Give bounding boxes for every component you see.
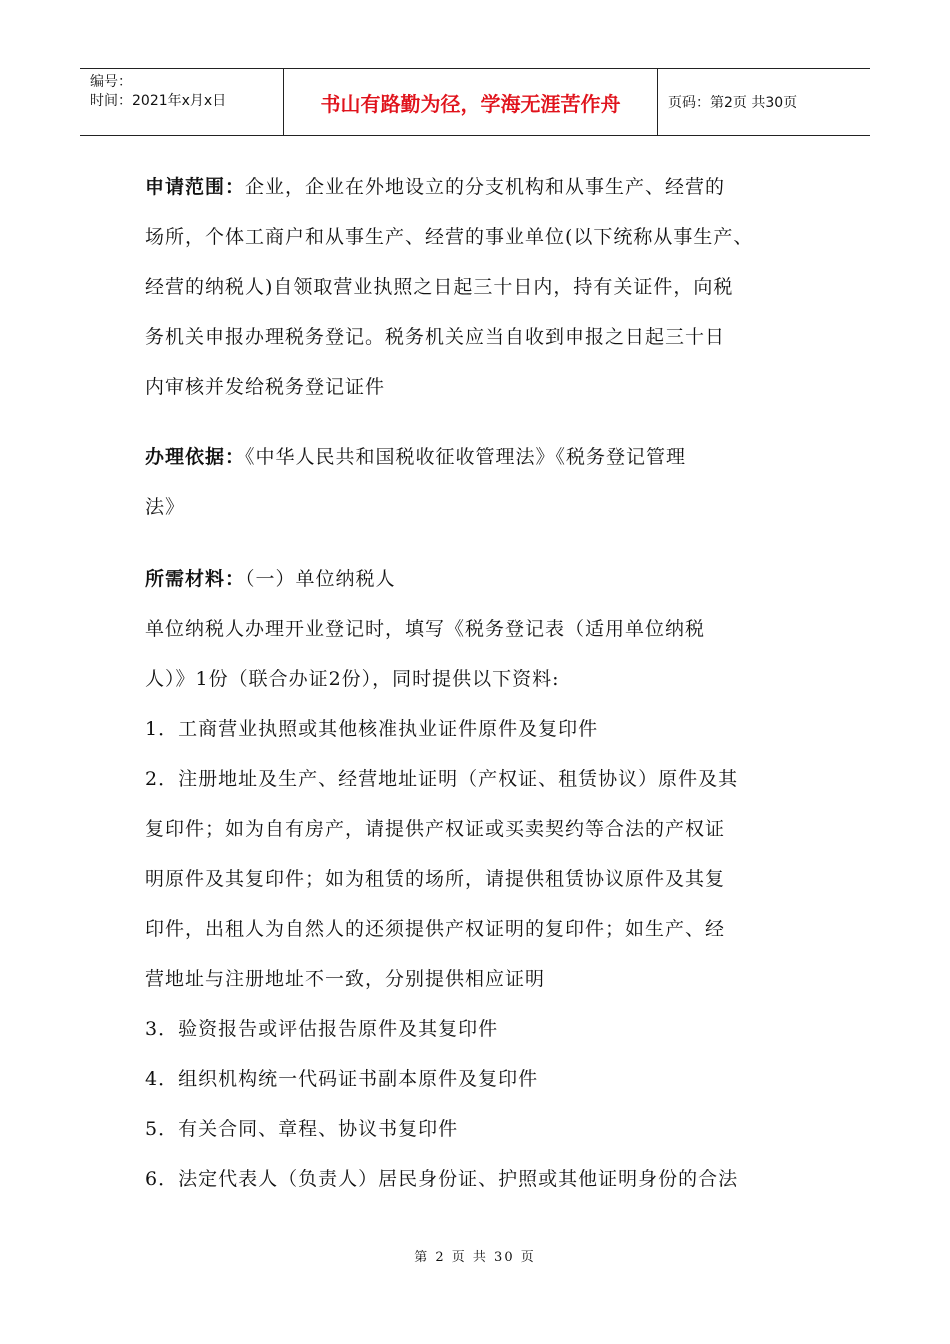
- materials-item-2-cont-3: 印件，出租人为自然人的还须提供产权证明的复印件；如生产、经: [145, 918, 726, 940]
- scope-line-1: [145, 172, 725, 199]
- materials-item-2-cont-2: 明原件及其复印件；如为租赁的场所，请提供租赁协议原件及其复: [145, 868, 726, 890]
- materials-item-3: 3．验资报告或评估报告原件及其复印件: [145, 1018, 499, 1040]
- materials-item-2-cont-1: 复印件；如为自有房产，请提供产权证或买卖契约等合法的产权证: [145, 818, 726, 840]
- scope-title: 申请范围：: [145, 176, 246, 198]
- page-header: [80, 68, 870, 136]
- header-meta: [80, 69, 284, 135]
- scope-line-2: 场所，个体工商户和从事生产、经营的事业单位(以下统称从事生产、: [145, 226, 754, 248]
- date-label: 时间：2021年x月x日: [90, 93, 227, 109]
- materials-item-1: 1．工商营业执照或其他核准执业证件原件及复印件: [145, 718, 599, 740]
- materials-line-1: [145, 564, 396, 591]
- scope-text: 企业，企业在外地设立的分支机构和从事生产、经营的: [245, 176, 726, 198]
- materials-item-6: 6．法定代表人（负责人）居民身份证、护照或其他证明身份的合法: [145, 1168, 739, 1190]
- materials-item-2: 2．注册地址及生产、经营地址证明（产权证、租赁协议）原件及其: [145, 768, 739, 790]
- materials-item-5: 5．有关合同、章程、协议书复印件: [145, 1118, 459, 1140]
- materials-line-3: 人）》1份（联合办证2份），同时提供以下资料:: [145, 668, 560, 690]
- scope-line-4: 务机关申报办理税务登记。税务机关应当自收到申报之日起三十日: [145, 326, 726, 348]
- number-label: 编号：: [90, 74, 132, 90]
- materials-item-2-cont-4: 营地址与注册地址不一致，分别提供相应证明: [145, 968, 546, 990]
- header-page-info: 页码：第2页 共30页: [668, 95, 798, 111]
- materials-title: 所需材料：: [145, 568, 246, 590]
- materials-first: （一）单位纳税人: [245, 568, 396, 590]
- header-motto: 书山有路勤为径，学海无涯苦作舟: [284, 69, 658, 135]
- scope-line-3: 经营的纳税人)自领取营业执照之日起三十日内，持有关证件，向税: [145, 276, 734, 298]
- basis-line-1: [145, 442, 686, 469]
- scope-line-5: 内审核并发给税务登记证件: [145, 376, 386, 398]
- basis-line-2: 法》: [145, 496, 186, 518]
- basis-text: 《中华人民共和国税收征收管理法》《税务登记管理: [245, 446, 687, 468]
- page-footer: 第 2 页 共 30 页: [414, 1250, 536, 1265]
- materials-line-2: 单位纳税人办理开业登记时，填写《税务登记表（适用单位纳税: [145, 618, 706, 640]
- materials-item-4: 4．组织机构统一代码证书副本原件及复印件: [145, 1068, 539, 1090]
- basis-title: 办理依据：: [145, 446, 246, 468]
